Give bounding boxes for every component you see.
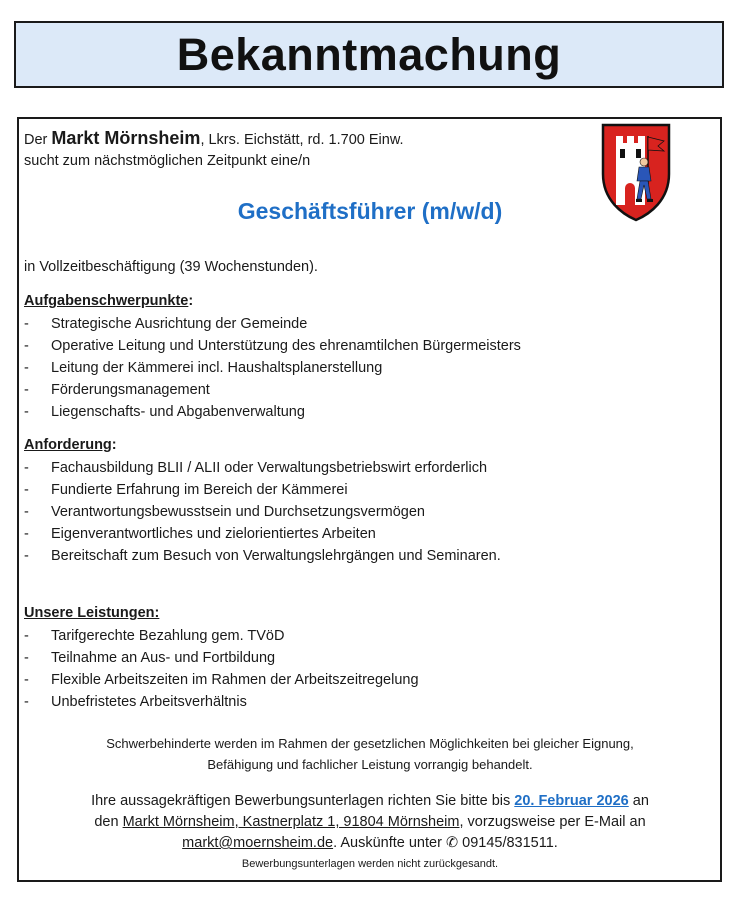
list-item: - Verantwortungsbewusstsein und Durchsetzungsvermögen xyxy=(24,504,425,520)
requirements-list xyxy=(24,459,501,569)
list-item: - Fachausbildung BLII / ALII oder Verwaltungsbetriebswirt erforderlich xyxy=(24,460,488,476)
email-link[interactable]: markt@moernsheim.de xyxy=(182,835,334,851)
deadline-link[interactable]: 20. Februar 2026 xyxy=(514,793,629,809)
list-item: - Eigenverantwortliches und zielorientiertes Arbeiten xyxy=(24,526,376,542)
benefits-list xyxy=(24,627,419,715)
list-item: - Flexible Arbeitszeiten im Rahmen der Arbeitszeitregelung xyxy=(24,672,419,688)
list-item: - Leitung der Kämmerei incl. Haushaltsplanerstellung xyxy=(24,360,383,376)
application-info: Ihre aussagekräftigen Bewerbungsunterlagen richten Sie bitte bis 20. Februar 2026 an den Markt Mörnsheim, Kastnerplatz 1, 91804 Mörnsheim, vorzugsweise per E-Mail an markt@moernsheim.de. Auskünfte unter ✆ 09145/831511. Bewerbungsunterlagen werden nicht zurückgesandt. xyxy=(24,791,716,875)
telephone-icon: ✆ xyxy=(445,835,459,851)
tasks-heading: Aufgabenschwerpunkte: xyxy=(24,293,194,309)
list-item: - Strategische Ausrichtung der Gemeinde xyxy=(24,316,308,332)
footer-note: Bewerbungsunterlagen werden nicht zurückgesandt. xyxy=(241,858,499,870)
list-item: - Unbefristetes Arbeitsverhältnis xyxy=(24,694,247,710)
phone-number: 09145/831511. xyxy=(462,835,558,851)
page-title: Bekanntmachung xyxy=(176,28,562,80)
benefits-heading: Unsere Leistungen: xyxy=(24,605,160,621)
employment-type: in Vollzeitbeschäftigung (39 Wochenstunden). xyxy=(24,259,318,275)
coat-of-arms-icon xyxy=(600,122,672,222)
disability-note: Schwerbehinderte werden im Rahmen der gesetzlichen Möglichkeiten bei gleicher Eignung, Befähigung und fachlicher Leistung vorrangig behandelt. xyxy=(106,736,634,772)
list-item: - Bereitschaft zum Besuch von Verwaltungslehrgängen und Seminaren. xyxy=(24,548,501,564)
list-item: - Liegenschafts- und Abgabenverwaltung xyxy=(24,404,305,420)
requirements-heading: Anforderung: xyxy=(24,437,117,453)
municipality-name: Markt Mörnsheim xyxy=(51,128,201,148)
postal-address: Markt Mörnsheim, Kastnerplatz 1, 91804 Mörnsheim, xyxy=(122,814,464,830)
intro-line-2: sucht zum nächstmöglichen Zeitpunkt eine/n xyxy=(24,153,311,169)
list-item: - Teilnahme an Aus- und Fortbildung xyxy=(24,650,276,666)
tasks-list xyxy=(24,315,521,425)
list-item: - Tarifgerechte Bezahlung gem. TVöD xyxy=(24,628,285,644)
list-item: - Förderungsmanagement xyxy=(24,382,210,398)
intro-line-1: Der Markt Mörnsheim, Lkrs. Eichstätt, rd. 1.700 Einw. xyxy=(24,128,404,148)
list-item: - Operative Leitung und Unterstützung des ehrenamtilchen Bürgermeisters xyxy=(24,338,521,354)
list-item: - Fundierte Erfahrung im Bereich der Kämmerei xyxy=(24,482,348,498)
job-title: Geschäftsführer (m/w/d) xyxy=(237,198,503,224)
title-banner xyxy=(14,21,724,88)
